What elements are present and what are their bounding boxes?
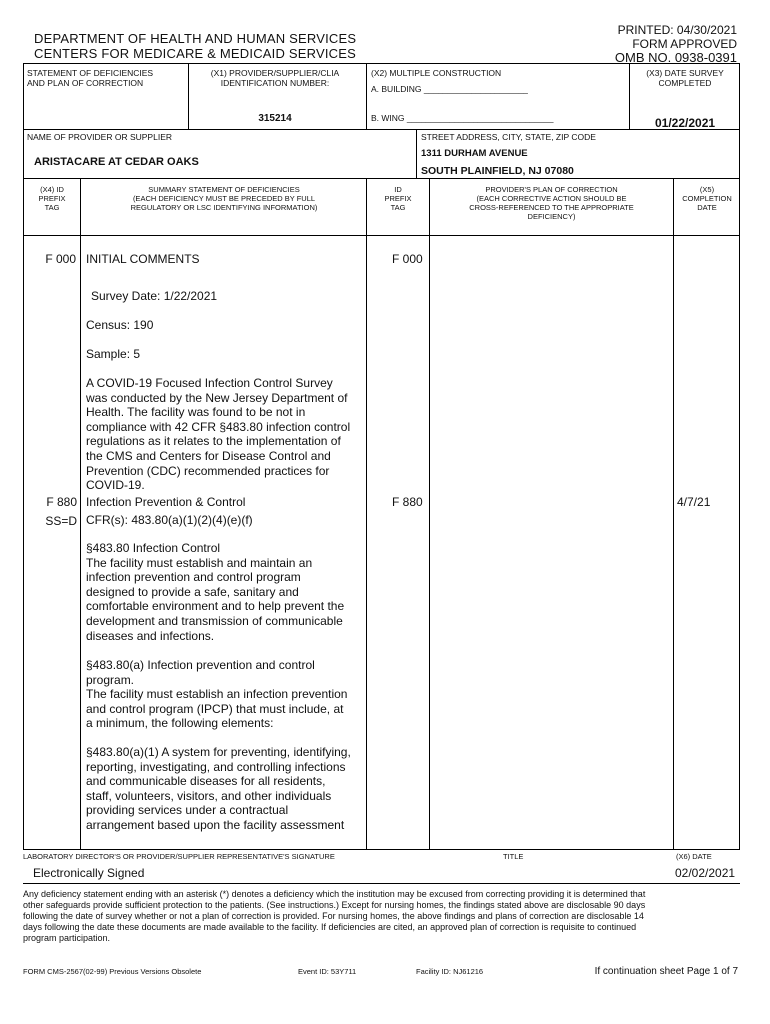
f880-title: Infection Prevention & Control (86, 495, 246, 509)
form-info (615, 23, 737, 65)
date-survey-value: 01/22/2021 (655, 116, 716, 130)
provider-id-value: 315214 (258, 113, 292, 124)
agency-header (34, 31, 356, 61)
infection-control-paragraph: §483.80 Infection Control The facility must establish and maintain an infection prevention and control program designed to provide a safe, sanitary and comfortable environment and to help prevent the development and transmission of communicable diseases and infections. (86, 541, 345, 643)
tag-f000-right: F 000 (392, 252, 423, 266)
building-field: A. BUILDING ______________________ (371, 84, 528, 94)
tag-f880-right: F 880 (392, 495, 423, 509)
printed-date: PRINTED: 04/30/2021 (617, 23, 737, 37)
disclaimer: Any deficiency statement ending with an asterisk (*) denotes a deficiency which the institution may be excused from correcting providing it is determined that other safeguards provide sufficient protection to the patients. (See instructions.) Except for nursing homes, the findings stated above are disclosable 90 days following the date of survey whether or not a plan of correction is provided. For nursing homes, the above findings and plans of correction are disclosable 14 days following the date these documents are made available to the facility. If deficiencies are cited, an approved plan of correction is requisite to continued program participation. (23, 889, 646, 943)
form-number: FORM CMS-2567(02-99) Previous Versions Obsolete (23, 967, 202, 976)
page-number: If continuation sheet Page 1 of 7 (594, 966, 738, 977)
provider-name: ARISTACARE AT CEDAR OAKS (34, 156, 199, 168)
address-line2: SOUTH PLAINFIELD, NJ 07080 (421, 165, 574, 177)
facility-id: Facility ID: NJ61216 (416, 967, 484, 976)
initial-comments-heading: INITIAL COMMENTS (86, 252, 200, 266)
statement-label: STATEMENT OF DEFICIENCIES AND PLAN OF CORRECTION (27, 68, 154, 88)
ipcp-paragraph: §483.80(a) Infection prevention and control program. The facility must establish an infection prevention and control program (IPCP) that must include, at a minimum, the following elements: (86, 658, 348, 731)
title-label: TITLE (503, 852, 524, 861)
system-paragraph: §483.80(a)(1) A system for preventing, identifying, reporting, investigating, and controlling infections and communicable diseases for all residents, staff, volunteers, visitors, and other individuals providing services under a contractual arrangement based upon the facility assessment (86, 745, 351, 832)
x4-header: (X4) ID PREFIX TAG (38, 185, 66, 212)
event-id: Event ID: 53Y711 (298, 967, 357, 976)
f880-cfr: CFR(s): 483.80(a)(1)(2)(4)(e)(f) (86, 513, 253, 527)
provider-name-label: NAME OF PROVIDER OR SUPPLIER (27, 132, 172, 142)
plan-header: PROVIDER'S PLAN OF CORRECTION (EACH CORRECTIVE ACTION SHOULD BE CROSS-REFERENCED TO THE APPROPRIATE DEFICIENCY) (469, 185, 634, 221)
dept-line2: CENTERS FOR MEDICARE & MEDICAID SERVICES (34, 46, 356, 61)
date-survey-label: (X3) DATE SURVEY COMPLETED (646, 68, 724, 88)
census: Census: 190 (86, 318, 154, 332)
multiple-construction-label: (X2) MULTIPLE CONSTRUCTION (371, 68, 502, 78)
tag-f880: F 880 SS=D (45, 495, 77, 528)
date-label: (X6) DATE (676, 852, 712, 861)
signature-date: 02/02/2021 (675, 866, 736, 880)
survey-date: Survey Date: 1/22/2021 (91, 289, 218, 303)
address-label: STREET ADDRESS, CITY, STATE, ZIP CODE (421, 132, 596, 142)
dept-line1: DEPARTMENT OF HEALTH AND HUMAN SERVICES (34, 31, 357, 46)
provider-id-label: (X1) PROVIDER/SUPPLIER/CLIA IDENTIFICATION NUMBER: (210, 68, 340, 88)
tag-f000: F 000 (45, 252, 76, 266)
omb-number: OMB NO. 0938-0391 (614, 50, 737, 65)
form-approved: FORM APPROVED (632, 37, 737, 51)
address-line1: 1311 DURHAM AVENUE (421, 148, 528, 159)
id-header: ID PREFIX TAG (384, 185, 412, 212)
sample: Sample: 5 (86, 347, 141, 361)
completion-header: (X5) COMPLETION DATE (682, 185, 732, 212)
completion-date: 4/7/21 (677, 495, 711, 509)
signature-label: LABORATORY DIRECTOR'S OR PROVIDER/SUPPLIER REPRESENTATIVE'S SIGNATURE (23, 852, 335, 861)
survey-paragraph: A COVID-19 Focused Infection Control Survey was conducted by the New Jersey Department of Health. The facility was found to be not in compliance with 42 CFR §483.80 infection control regulations as it relates to the implementation of the CMS and Centers for Disease Control and Prevention (CDC) recommended practices for COVID-19. (86, 376, 351, 493)
wing-field: B. WING _______________________________ (371, 113, 554, 123)
summary-header: SUMMARY STATEMENT OF DEFICIENCIES (EACH DEFICIENCY MUST BE PRECEDED BY FULL REGULATORY OR LSC IDENTIFYING INFORMATION) (130, 185, 318, 212)
signature-value: Electronically Signed (33, 866, 145, 880)
